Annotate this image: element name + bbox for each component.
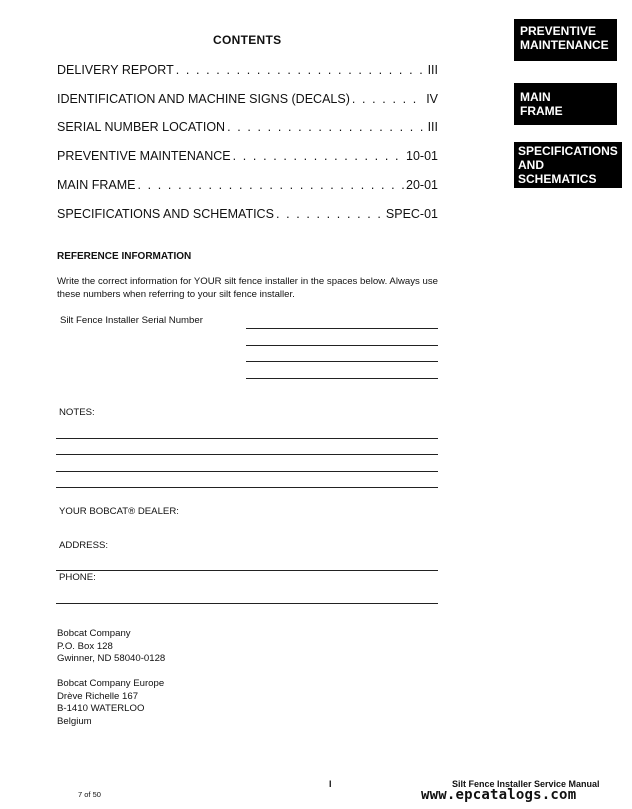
toc-page: 10-01 bbox=[406, 149, 438, 163]
toc-leader-dots bbox=[352, 92, 424, 106]
toc-leader-dots bbox=[227, 120, 425, 134]
toc-label: IDENTIFICATION AND MACHINE SIGNS (DECALS) bbox=[57, 92, 350, 106]
notes-line[interactable] bbox=[56, 487, 438, 488]
footer-manual-title: Silt Fence Installer Service Manual bbox=[452, 779, 600, 789]
toc-page: SPEC-01 bbox=[385, 207, 438, 221]
footer-section-number: I bbox=[329, 779, 332, 789]
tab-specifications-schematics[interactable] bbox=[514, 142, 622, 188]
serial-number-line[interactable] bbox=[246, 361, 438, 362]
toc-row-preventive-maintenance[interactable] bbox=[57, 149, 438, 163]
footer-page-count: 7 of 50 bbox=[78, 790, 101, 799]
address-line[interactable] bbox=[56, 570, 438, 571]
toc-leader-dots bbox=[233, 149, 404, 163]
serial-number-line[interactable] bbox=[246, 345, 438, 346]
address-line-text: B-1410 WATERLOO bbox=[57, 703, 145, 715]
toc-label: DELIVERY REPORT bbox=[57, 63, 174, 77]
toc-leader-dots bbox=[276, 207, 384, 221]
toc-page: III bbox=[427, 63, 438, 77]
notes-label: NOTES: bbox=[59, 407, 95, 418]
tab-label-line: SCHEMATICS bbox=[518, 172, 597, 186]
phone-line[interactable] bbox=[56, 603, 438, 604]
reference-title: REFERENCE INFORMATION bbox=[57, 251, 192, 262]
toc-row-identification[interactable] bbox=[57, 92, 438, 106]
tab-label-line: PREVENTIVE bbox=[520, 24, 597, 38]
toc-label: PREVENTIVE MAINTENANCE bbox=[57, 149, 231, 163]
address-line-text: Gwinner, ND 58040-0128 bbox=[57, 653, 166, 665]
toc-row-serial-number[interactable] bbox=[57, 120, 438, 134]
address-us bbox=[57, 628, 165, 666]
toc-label: MAIN FRAME bbox=[57, 178, 136, 192]
phone-label: PHONE: bbox=[59, 572, 96, 583]
toc-leader-dots bbox=[176, 63, 426, 77]
address-line-text: Bobcat Company Europe bbox=[57, 678, 165, 689]
serial-number-line[interactable] bbox=[246, 378, 438, 379]
tab-label-line: MAIN bbox=[520, 90, 551, 104]
serial-number-line[interactable] bbox=[246, 328, 438, 329]
toc-page: IV bbox=[426, 92, 438, 106]
address-europe bbox=[57, 678, 164, 728]
notes-line[interactable] bbox=[56, 438, 438, 439]
toc-page: 20-01 bbox=[406, 178, 438, 192]
toc-row-specifications[interactable] bbox=[57, 207, 438, 221]
address-label: ADDRESS: bbox=[59, 540, 109, 551]
footer-watermark-site: www.epcatalogs.com bbox=[421, 787, 577, 803]
toc-page: III bbox=[427, 120, 438, 134]
toc-row-delivery-report[interactable] bbox=[57, 63, 438, 77]
toc-leader-dots bbox=[137, 178, 404, 192]
address-line-text: Drève Richelle 167 bbox=[57, 690, 139, 702]
reference-text: Write the correct information for YOUR silt fence installer in the spaces below. Always use these numbers when referring to your silt fence installer. bbox=[57, 276, 438, 300]
tab-preventive-maintenance[interactable] bbox=[514, 19, 617, 61]
tab-label-line: FRAME bbox=[520, 104, 563, 118]
address-line-text: Belgium bbox=[57, 715, 92, 727]
tab-label-line: AND bbox=[518, 158, 544, 172]
notes-line[interactable] bbox=[56, 454, 438, 455]
contents-title: CONTENTS bbox=[213, 33, 282, 47]
tab-label-line: MAINTENANCE bbox=[520, 38, 609, 52]
tab-main-frame[interactable] bbox=[514, 83, 617, 125]
serial-number-label: Silt Fence Installer Serial Number bbox=[60, 315, 203, 326]
address-line-text: Bobcat Company bbox=[57, 628, 131, 639]
toc-row-main-frame[interactable] bbox=[57, 178, 438, 192]
address-line-text: P.O. Box 128 bbox=[57, 640, 113, 652]
toc-label: SPECIFICATIONS AND SCHEMATICS bbox=[57, 207, 274, 221]
toc-label: SERIAL NUMBER LOCATION bbox=[57, 120, 226, 134]
tab-label-line: SPECIFICATIONS bbox=[518, 144, 618, 158]
notes-line[interactable] bbox=[56, 471, 438, 472]
dealer-label: YOUR BOBCAT® DEALER: bbox=[59, 506, 179, 517]
